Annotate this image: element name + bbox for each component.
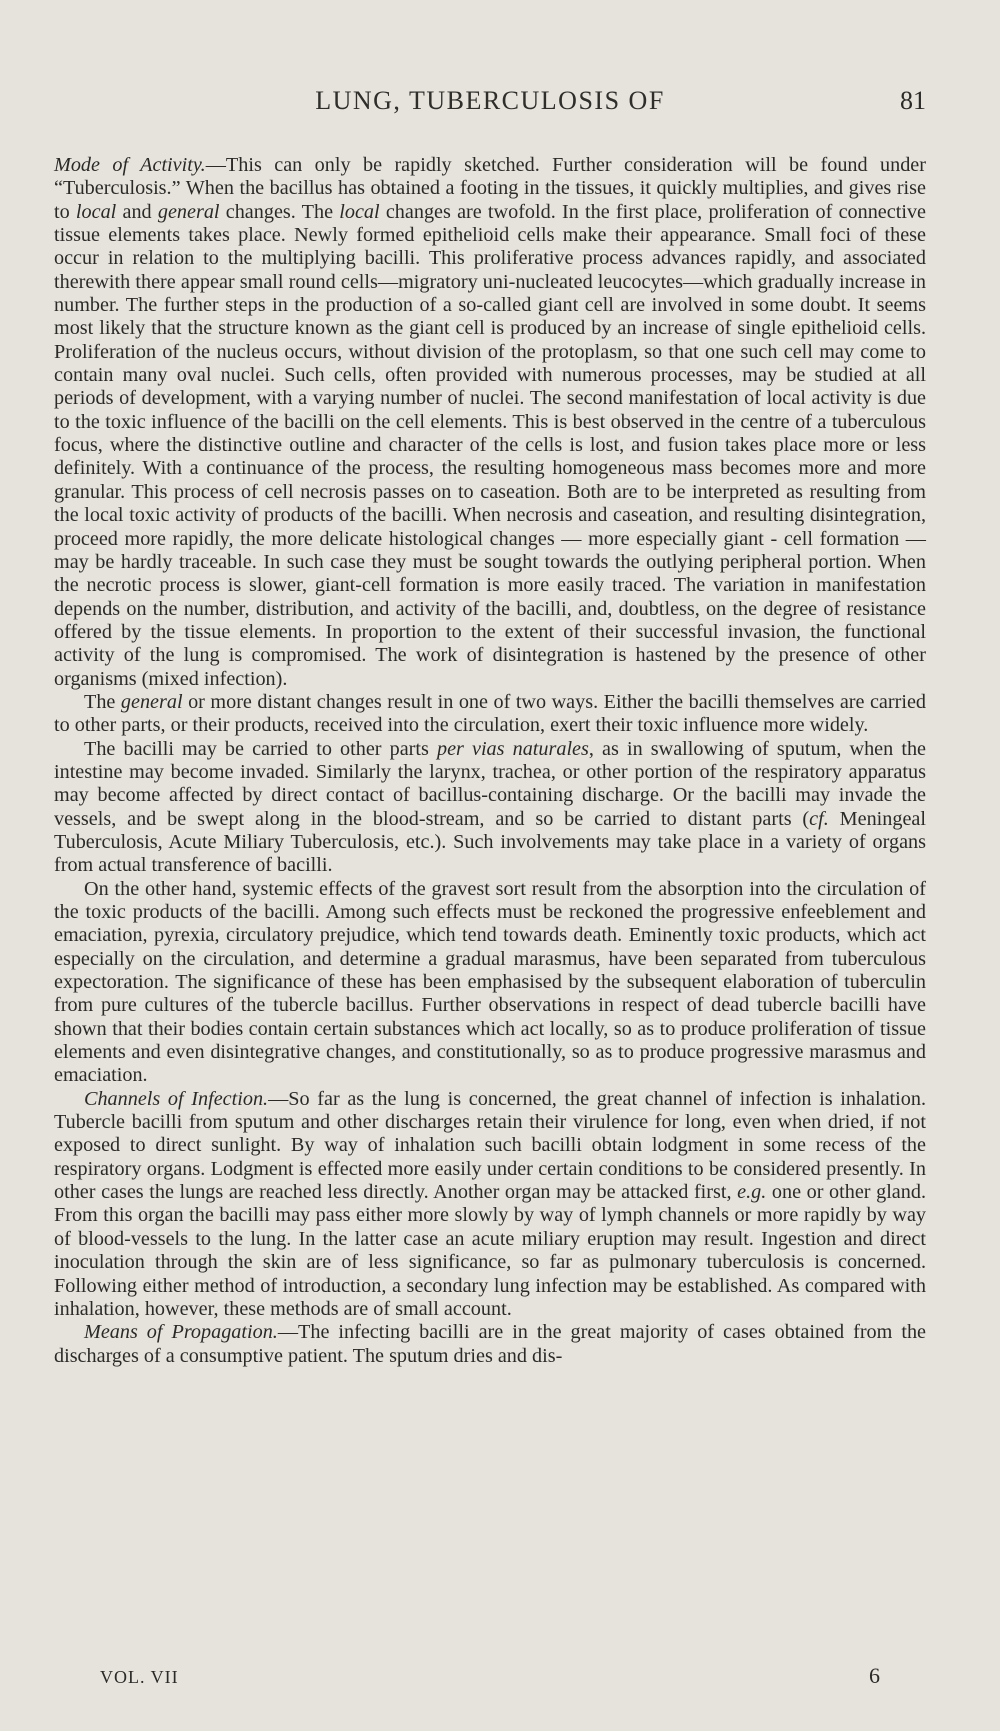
text-run: one or other gland. From this organ the bacilli may pass either more slowly by way of lymph channels or more rapidly by way of blood-vessels to the lung. In the latter case an acute miliary eruption may result. Ingestion and direct inoculation through the skin are of less significance, so far as pulmonary tuberculosis is concerned. Following either method of introduction, a secondary lung infection may be established. As compared with inhalation, however, these methods are of small account. xyxy=(54,1181,926,1320)
page-footer xyxy=(100,1663,880,1697)
italic-text: local xyxy=(75,200,117,223)
text-run: changes. The xyxy=(219,200,340,223)
body-text xyxy=(54,154,926,1368)
text-run: —The infecting bacilli are in the great majority of cases obtained from the discharges of a consumptive patient. The sputum dries and dis- xyxy=(54,1321,926,1367)
text-run: —This can only be rapidly sketched. Further consideration will be found under “Tuberculosis.” When the bacillus has obtained a footing in the tissues, it quickly multiplies, and gives rise to xyxy=(54,154,926,223)
text-run: Meningeal Tuberculosis, Acute Miliary Tuberculosis, etc.). Such involvements may take place in a variety of organs from actual transference of bacilli. xyxy=(54,807,926,877)
italic-text: Means of Propagation. xyxy=(84,1321,278,1344)
paragraph-channels-of-infection xyxy=(54,1088,926,1321)
italic-text: local xyxy=(339,200,380,223)
italic-text: Channels of Infection. xyxy=(84,1087,269,1110)
paragraph-general-changes xyxy=(54,691,926,738)
text-run: , as in swallowing of sputum, when the intestine may become invaded. Similarly the larynx, trachea, or other portion of the respiratory apparatus may become affected by direct contact of bacillus-containing discharge. Or the bacilli may invade the vessels, and be swept along in the blood-stream, and so be carried to distant parts ( xyxy=(54,737,926,830)
paragraph-means-of-propagation xyxy=(54,1321,926,1368)
italic-text: Mode of Activity. xyxy=(54,154,206,176)
text-run: The xyxy=(84,690,121,713)
text-run: —So far as the lung is concerned, the great channel of infection is inhalation. Tubercle bacilli from sputum and other discharges retain their virulence for long, even when dried, if not exposed to direct sunlight. By way of inhalation such bacilli obtain lodgment in some recess of the respiratory organs. Lodgment is effected more easily under certain conditions to be considered presently. In other cases the lungs are reached less directly. Another organ may be attacked first, xyxy=(54,1087,926,1204)
italic-text: general xyxy=(157,200,220,223)
paragraph-systemic-effects xyxy=(54,878,926,1088)
text-run: The bacilli may be carried to other parts xyxy=(84,737,437,760)
italic-text: cf. xyxy=(809,807,829,830)
text-run: or more distant changes result in one of two ways. Either the bacilli themselves are carried to other parts, or their products, received into the circulation, exert their toxic influence more widely. xyxy=(54,690,926,737)
running-head xyxy=(54,66,926,126)
text-run: and xyxy=(116,200,158,223)
text-run: On the other hand, systemic effects of the gravest sort result from the absorption into the circulation of the toxic products of the bacilli. Among such effects must be reckoned the progressive enfeeblement and emaciation, pyrexia, circulatory prejudice, which tend towards death. Eminently toxic products, which act especially on the circulation, and determine a gradual marasmus, have been separated from tuberculous expectoration. The significance of these has been emphasised by the subsequent elaboration of tuberculin from pure cultures of the tubercle bacillus. Further observations in respect of dead tubercle bacilli have shown that their bodies contain certain substances which act locally, so as to produce proliferation of tissue elements and even disintegrative changes, and constitutionally, so as to produce progressive marasmus and emaciation. xyxy=(54,877,926,1087)
paragraph-mode-of-activity xyxy=(54,154,926,691)
italic-text: e.g. xyxy=(737,1181,767,1204)
page-title: LUNG, TUBERCULOSIS OF xyxy=(315,86,665,115)
page-number: 81 xyxy=(900,86,926,115)
italic-text: per vias naturales xyxy=(436,737,589,760)
italic-text: general xyxy=(120,690,183,713)
signature-mark: 6 xyxy=(869,1663,880,1688)
volume-label: VOL. VII xyxy=(100,1667,179,1687)
text-run: changes are twofold. In the first place, proliferation of connective tissue elements takes place. Newly formed epithelioid cells make their appearance. Small foci of these occur in relation to the multiplying bacilli. This proliferative process advances rapidly, and associated therewith there appear small round cells—migratory uni-nucleated leucocytes—which gradually increase in number. The further steps in the production of a so-called giant cell are involved in some doubt. It seems most likely that the structure known as the giant cell is produced by an increase of single epithelioid cells. Proliferation of the nucleus occurs, without division of the protoplasm, so that one such cell may come to contain many oval nuclei. Such cells, often provided with numerous processes, may be studied at all periods of development, with a varying number of nuclei. The second manifestation of local activity is due to the toxic influence of the bacilli on the cell elements. This is best observed in the centre of a tuberculous focus, where the distinctive outline and character of the cells is lost, and fusion takes place more or less definitely. With a continuance of the process, the resulting homogeneous mass becomes more and more granular. This process of cell necrosis passes on to caseation. Both are to be interpreted as resulting from the local toxic activity of products of the bacilli. When necrosis and caseation, and resulting disintegration, proceed more rapidly, the more delicate histological changes — more especially giant - cell formation — may be hardly traceable. In such case they must be sought towards the outlying peripheral portion. When the necrotic process is slower, giant-cell formation is more easily traced. The variation in manifestation depends on the number, distribution, and activity of the bacilli, and, doubtless, on the degree of resistance offered by the tissue elements. In proportion to the extent of their successful invasion, the functional activity of the lung is compromised. The work of disintegration is hastened by the presence of other organisms (mixed infection). xyxy=(54,200,927,690)
paragraph-bacilli-carried xyxy=(54,738,926,878)
